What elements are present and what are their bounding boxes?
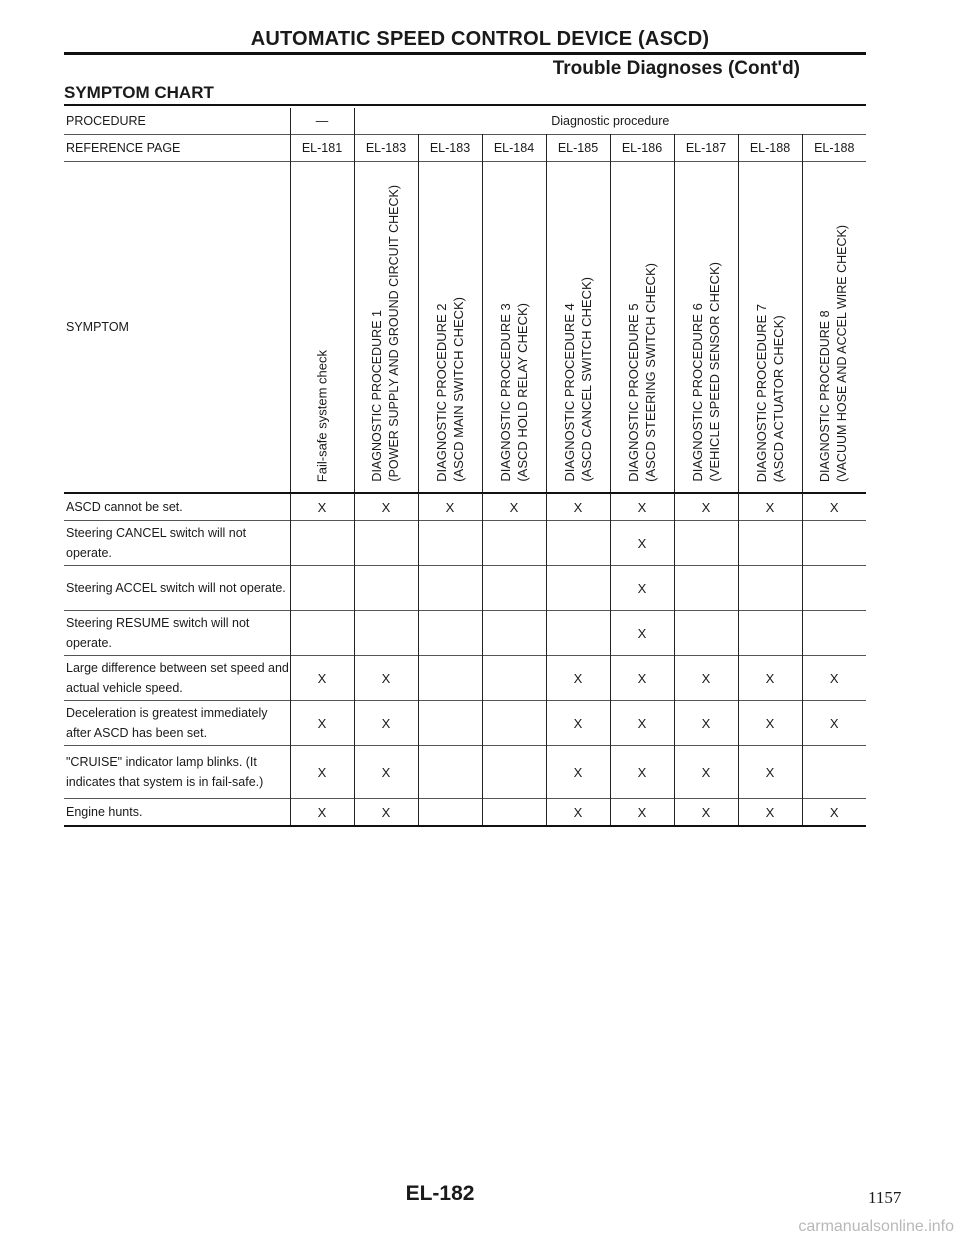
mark-cell [482,611,546,656]
page-subtitle: Trouble Diagnoses (Cont'd) [552,58,800,79]
mark-cell [482,701,546,746]
reference-page-label: REFERENCE PAGE [66,141,181,155]
mark-cell: X [674,746,738,799]
procedure-span: Diagnostic procedure [354,108,866,135]
mark-cell [482,521,546,566]
symptom-label: SYMPTOM [66,320,129,334]
mark-cell [418,566,482,611]
mark-cell: X [610,521,674,566]
mark-cell [802,521,866,566]
mark-cell [354,566,418,611]
mark-cell [290,611,354,656]
mark-cell: X [290,799,354,827]
symptom-text: Steering RESUME switch will not operate. [66,616,250,650]
mark-cell: X [802,701,866,746]
mark-cell [802,746,866,799]
mark-cell [482,656,546,701]
reference-page-cell: EL-187 [674,135,738,162]
reference-page-cell: EL-188 [738,135,802,162]
mark-cell [738,521,802,566]
mark-cell [482,566,546,611]
reference-page-cell: EL-184 [482,135,546,162]
mark-cell [418,746,482,799]
mark-cell: X [674,656,738,701]
table-row [64,493,866,521]
table-row [64,611,866,656]
mark-cell: X [738,746,802,799]
procedure-dash: — [290,108,354,135]
mark-cell: X [610,746,674,799]
reference-page-row [64,135,866,162]
mark-cell: X [610,656,674,701]
procedure-label: PROCEDURE [66,114,146,128]
mark-cell: X [546,656,610,701]
reference-page-cell: EL-183 [418,135,482,162]
mark-cell: X [674,701,738,746]
table-row [64,566,866,611]
mark-cell [482,746,546,799]
mark-cell: X [610,566,674,611]
column-header: DIAGNOSTIC PROCEDURE 1 (POWER SUPPLY AND GROUND CIRCUIT CHECK) [370,185,401,482]
mark-cell [418,611,482,656]
mark-cell [738,611,802,656]
column-header: Fail-safe system check [314,349,330,482]
mark-cell: X [290,701,354,746]
watermark-text: carmanualsonline.info [798,1218,954,1235]
symptom-text: Steering CANCEL switch will not operate. [66,526,247,560]
column-header: DIAGNOSTIC PROCEDURE 2 (ASCD MAIN SWITCH CHECK) [434,297,466,482]
table-row [64,701,866,746]
mark-cell: X [610,799,674,827]
mark-cell: X [354,746,418,799]
section-title: SYMPTOM CHART [64,83,214,102]
reference-page-cell: EL-186 [610,135,674,162]
page-title: AUTOMATIC SPEED CONTROL DEVICE (ASCD) [250,28,710,50]
mark-cell: X [546,746,610,799]
mark-cell: X [738,701,802,746]
mark-cell: X [354,701,418,746]
symptom-text: "CRUISE" indicator lamp blinks. (It indicates that system is in fail-safe.) [66,755,264,789]
procedure-row [64,108,866,135]
table-row [64,746,866,799]
symptom-text: Large difference between set speed and actual vehicle speed. [66,661,289,695]
mark-cell [546,566,610,611]
mark-cell: X [610,493,674,521]
mark-cell: X [546,493,610,521]
mark-cell: X [354,799,418,827]
title-rule [64,52,866,55]
mark-cell: X [738,656,802,701]
symptom-text: Steering ACCEL switch will not operate. [66,581,286,595]
mark-cell: X [610,701,674,746]
symptom-text: Engine hunts. [66,805,143,819]
mark-cell [290,566,354,611]
mark-cell [482,799,546,827]
table-row [64,799,866,827]
mark-cell: X [674,799,738,827]
symptom-text: ASCD cannot be set. [66,500,183,514]
mark-cell: X [610,611,674,656]
symptom-chart-table [64,108,866,827]
column-header: DIAGNOSTIC PROCEDURE 3 (ASCD HOLD RELAY CHECK) [498,303,530,482]
page-code: EL-182 [405,1182,475,1205]
mark-cell: X [482,493,546,521]
mark-cell [674,566,738,611]
reference-page-cell: EL-188 [802,135,866,162]
page-number: 1157 [868,1188,902,1207]
mark-cell [738,566,802,611]
section-rule [64,104,866,106]
column-header: DIAGNOSTIC PROCEDURE 4 (ASCD CANCEL SWITCH CHECK) [562,277,594,482]
mark-cell [418,521,482,566]
table-row [64,521,866,566]
mark-cell: X [354,656,418,701]
mark-cell: X [546,799,610,827]
column-header: DIAGNOSTIC PROCEDURE 6 (VEHICLE SPEED SENSOR CHECK) [690,262,722,482]
column-header-row [64,162,866,494]
mark-cell: X [802,656,866,701]
mark-cell: X [290,746,354,799]
column-header: DIAGNOSTIC PROCEDURE 8 (VACUUM HOSE AND ACCEL WIRE CHECK) [818,225,850,482]
mark-cell: X [802,493,866,521]
mark-cell [418,656,482,701]
mark-cell [802,611,866,656]
mark-cell [290,521,354,566]
symptom-text: Deceleration is greatest immediately after ASCD has been set. [66,706,268,740]
mark-cell [546,521,610,566]
mark-cell: X [290,656,354,701]
mark-cell [546,611,610,656]
mark-cell [802,566,866,611]
mark-cell: X [418,493,482,521]
mark-cell: X [738,493,802,521]
mark-cell: X [674,493,738,521]
reference-page-cell: EL-181 [290,135,354,162]
mark-cell [674,521,738,566]
mark-cell [674,611,738,656]
reference-page-cell: EL-183 [354,135,418,162]
mark-cell: X [546,701,610,746]
mark-cell: X [290,493,354,521]
table-row [64,656,866,701]
column-header: DIAGNOSTIC PROCEDURE 7 (ASCD ACTUATOR CHECK) [754,303,786,482]
mark-cell [418,799,482,827]
mark-cell: X [802,799,866,827]
column-header: DIAGNOSTIC PROCEDURE 5 (ASCD STEERING SWITCH CHECK) [626,263,658,482]
reference-page-cell: EL-185 [546,135,610,162]
mark-cell: X [354,493,418,521]
mark-cell [354,611,418,656]
mark-cell: X [738,799,802,827]
mark-cell [354,521,418,566]
mark-cell [418,701,482,746]
